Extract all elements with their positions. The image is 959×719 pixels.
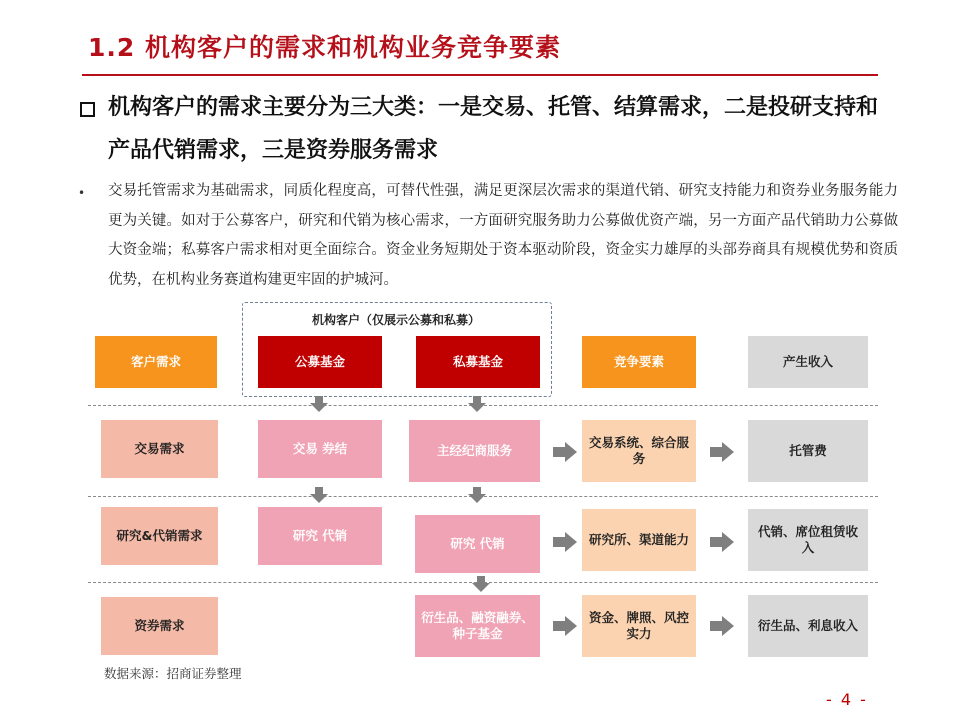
- body-paragraph: 交易托管需求为基础需求，同质化程度高，可替代性强，满足更深层次需求的渠道代销、研究支持能力和资券业务服务能力更为关键。如对于公募客户，研究和代销为核心需求，一方面研究服务助力公募做优资产端，另一方面产品代销助力公募做大资金端；私募客户需求相对更全面综合。资金业务短期处于资本驱动阶段，资金实力雄厚的头部券商具有规模优势和资质优势，在机构业务赛道构建更牢固的护城河。: [108, 183, 898, 288]
- private-derivatives-financing: 衍生品、融资融券、种子基金: [415, 595, 540, 657]
- title-divider: [82, 74, 878, 76]
- need-trading: 交易需求: [101, 420, 218, 478]
- headline: 机构客户的需求主要分为三大类：一是交易、托管、结算需求，二是投研支持和产品代销需求，三是资券服务需求: [108, 95, 879, 163]
- need-research-distribution: 研究&代销需求: [101, 507, 218, 565]
- square-bullet-icon: [80, 102, 95, 117]
- private-prime-brokerage: 主经纪商服务: [409, 420, 540, 482]
- revenue-distribution-seat: 代销、席位租赁收入: [748, 509, 868, 571]
- header-public-fund: 公募基金: [258, 336, 382, 388]
- private-research-distribution: 研究 代销: [415, 515, 540, 573]
- header-client-needs: 客户需求: [95, 336, 217, 388]
- data-source-note: 数据来源：招商证券整理: [104, 666, 242, 681]
- factor-trading-system: 交易系统、综合服务: [582, 420, 696, 482]
- header-private-fund: 私募基金: [416, 336, 540, 388]
- need-capital-securities: 资券需求: [101, 597, 218, 655]
- header-revenue: 产生收入: [748, 336, 868, 388]
- page-number: - 4 -: [826, 690, 868, 709]
- factor-research-channel: 研究所、渠道能力: [582, 509, 696, 571]
- header-competitive-factors: 竞争要素: [582, 336, 696, 388]
- revenue-derivatives-interest: 衍生品、利息收入: [748, 595, 868, 657]
- revenue-custody-fee: 托管费: [748, 420, 868, 482]
- public-trading-settlement: 交易 券结: [258, 420, 382, 478]
- factor-capital-license-risk: 资金、牌照、风控实力: [582, 595, 696, 657]
- page-title: 1.2 机构客户的需求和机构业务竞争要素: [88, 33, 561, 62]
- public-research-distribution: 研究 代销: [258, 507, 382, 565]
- bullet-dot: •: [78, 186, 86, 200]
- group-label: 机构客户（仅展示公募和私募）: [311, 313, 480, 327]
